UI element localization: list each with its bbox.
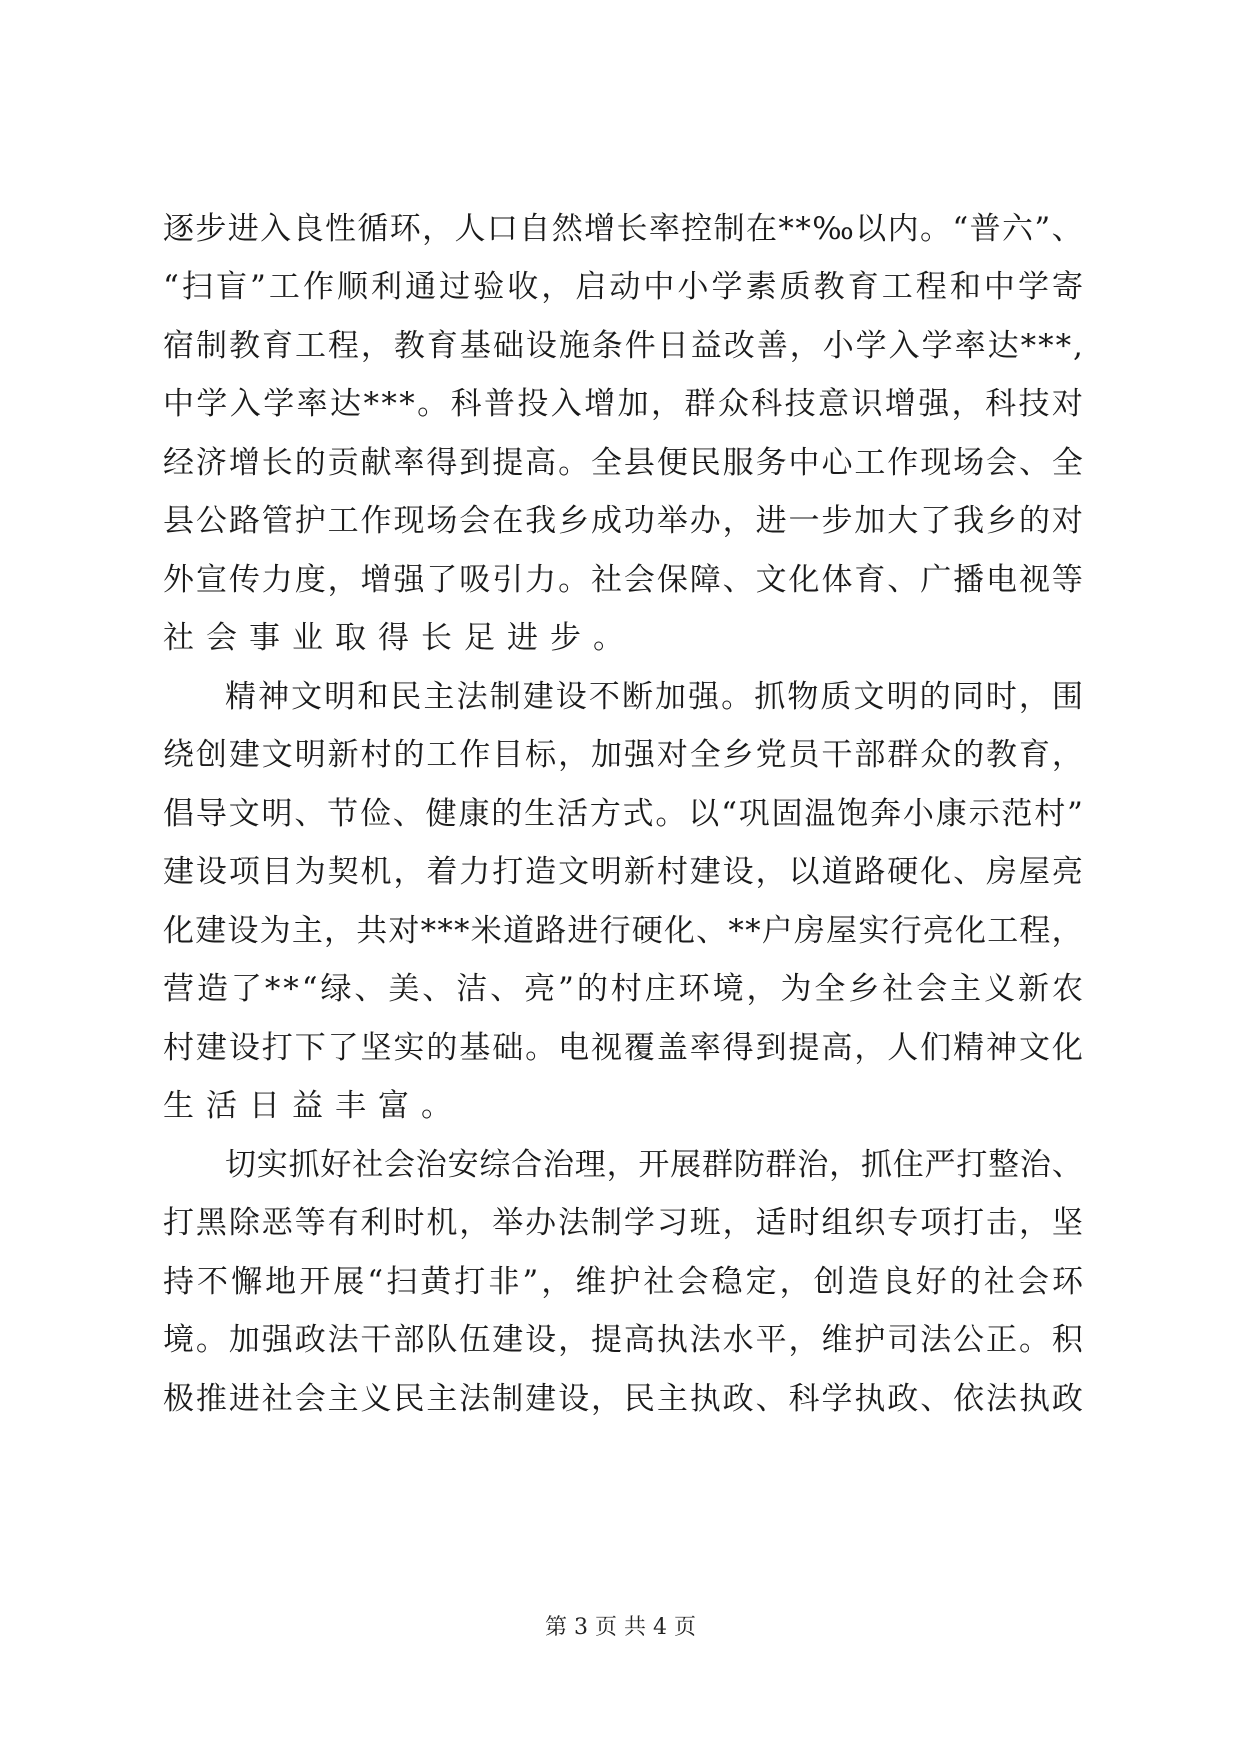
text-line: 生 活 日 益 丰 富 。 xyxy=(163,1088,452,1125)
text-line: 绕 创 建 文 明 新 村 的 工 作 目 标 ， 加 强 对 全 乡 党 员 干 部 群 众 的 教 育 ， xyxy=(163,737,1083,774)
page-number-footer: 第 3 页 共 4 页 xyxy=(545,1615,696,1640)
text-line: 建 设 项 目 为 契 机 ， 着 力 打 造 文 明 新 村 建 设 ， 以 道 路 硬 化 、 房 屋 亮 xyxy=(163,854,1083,891)
text-line: “ 扫 盲 ” 工 作 顺 利 通 过 验 收 ， 启 动 中 小 学 素 质 教 育 工 程 和 中 学 寄 xyxy=(163,269,1083,306)
text-line: 精 神 文 明 和 民 主 法 制 建 设 不 断 加 强 。 抓 物 质 文 明 的 同 时 ， 围 xyxy=(225,678,1083,715)
text-line: 极 推 进 社 会 主 义 民 主 法 制 建 设 ， 民 主 执 政 、 科 学 执 政 、 依 法 执 政 xyxy=(163,1380,1083,1417)
text-line: 倡 导 文 明 、 节 俭 、 健 康 的 生 活 方 式 。 以 “ 巩 固 温 饱 奔 小 康 示 范 村 ” xyxy=(163,795,1083,832)
text-line: 持 不 懈 地 开 展 “ 扫 黄 打 非 ” ， 维 护 社 会 稳 定 ， 创 造 良 好 的 社 会 环 xyxy=(163,1263,1083,1300)
text-line: 中 学 入 学 率 达 * * * 。 科 普 投 入 增 加 ， 群 众 科 技 意 识 增 强 ， 科 技 对 xyxy=(163,386,1083,423)
text-line: 县 公 路 管 护 工 作 现 场 会 在 我 乡 成 功 举 办 ， 进 一 步 加 大 了 我 乡 的 对 xyxy=(163,503,1083,540)
text-line: 打 黑 除 恶 等 有 利 时 机 ， 举 办 法 制 学 习 班 ， 适 时 组 织 专 项 打 击 ， 坚 xyxy=(163,1205,1083,1242)
text-line: 经 济 增 长 的 贡 献 率 得 到 提 高 。 全 县 便 民 服 务 中 心 工 作 现 场 会 、 全 xyxy=(163,444,1083,481)
text-line: 切 实 抓 好 社 会 治 安 综 合 治 理 ， 开 展 群 防 群 治 ， 抓 住 严 打 整 治 、 xyxy=(225,1146,1083,1183)
text-line: 境 。 加 强 政 法 干 部 队 伍 建 设 ， 提 高 执 法 水 平 ， 维 护 司 法 公 正 。 积 xyxy=(163,1322,1083,1359)
text-line: 宿 制 教 育 工 程 ， 教 育 基 础 设 施 条 件 日 益 改 善 ， 小 学 入 学 率 达 * * * , xyxy=(163,327,1083,364)
text-line: 村 建 设 打 下 了 坚 实 的 基 础 。 电 视 覆 盖 率 得 到 提 高 ， 人 们 精 神 文 化 xyxy=(163,1029,1083,1066)
text-line: 化 建 设 为 主 ， 共 对 * * * 米 道 路 进 行 硬 化 、 * * 户 房 屋 实 行 亮 化 工 程 ， xyxy=(163,912,1083,949)
document-body xyxy=(163,200,1083,1429)
text-line: 营 造 了 * * “ 绿 、 美 、 洁 、 亮 ” 的 村 庄 环 境 ， 为 全 乡 社 会 主 义 新 农 xyxy=(163,971,1083,1008)
text-line: 逐 步 进 入 良 性 循 环 ， 人 口 自 然 增 长 率 控 制 在 * * ‰ 以 内 。 “ 普 六 ” 、 xyxy=(163,210,1083,247)
text-line: 外 宣 传 力 度 ， 增 强 了 吸 引 力 。 社 会 保 障 、 文 化 体 育 、 广 播 电 视 等 xyxy=(163,561,1083,598)
text-line: 社 会 事 业 取 得 长 足 进 步 。 xyxy=(163,620,624,657)
